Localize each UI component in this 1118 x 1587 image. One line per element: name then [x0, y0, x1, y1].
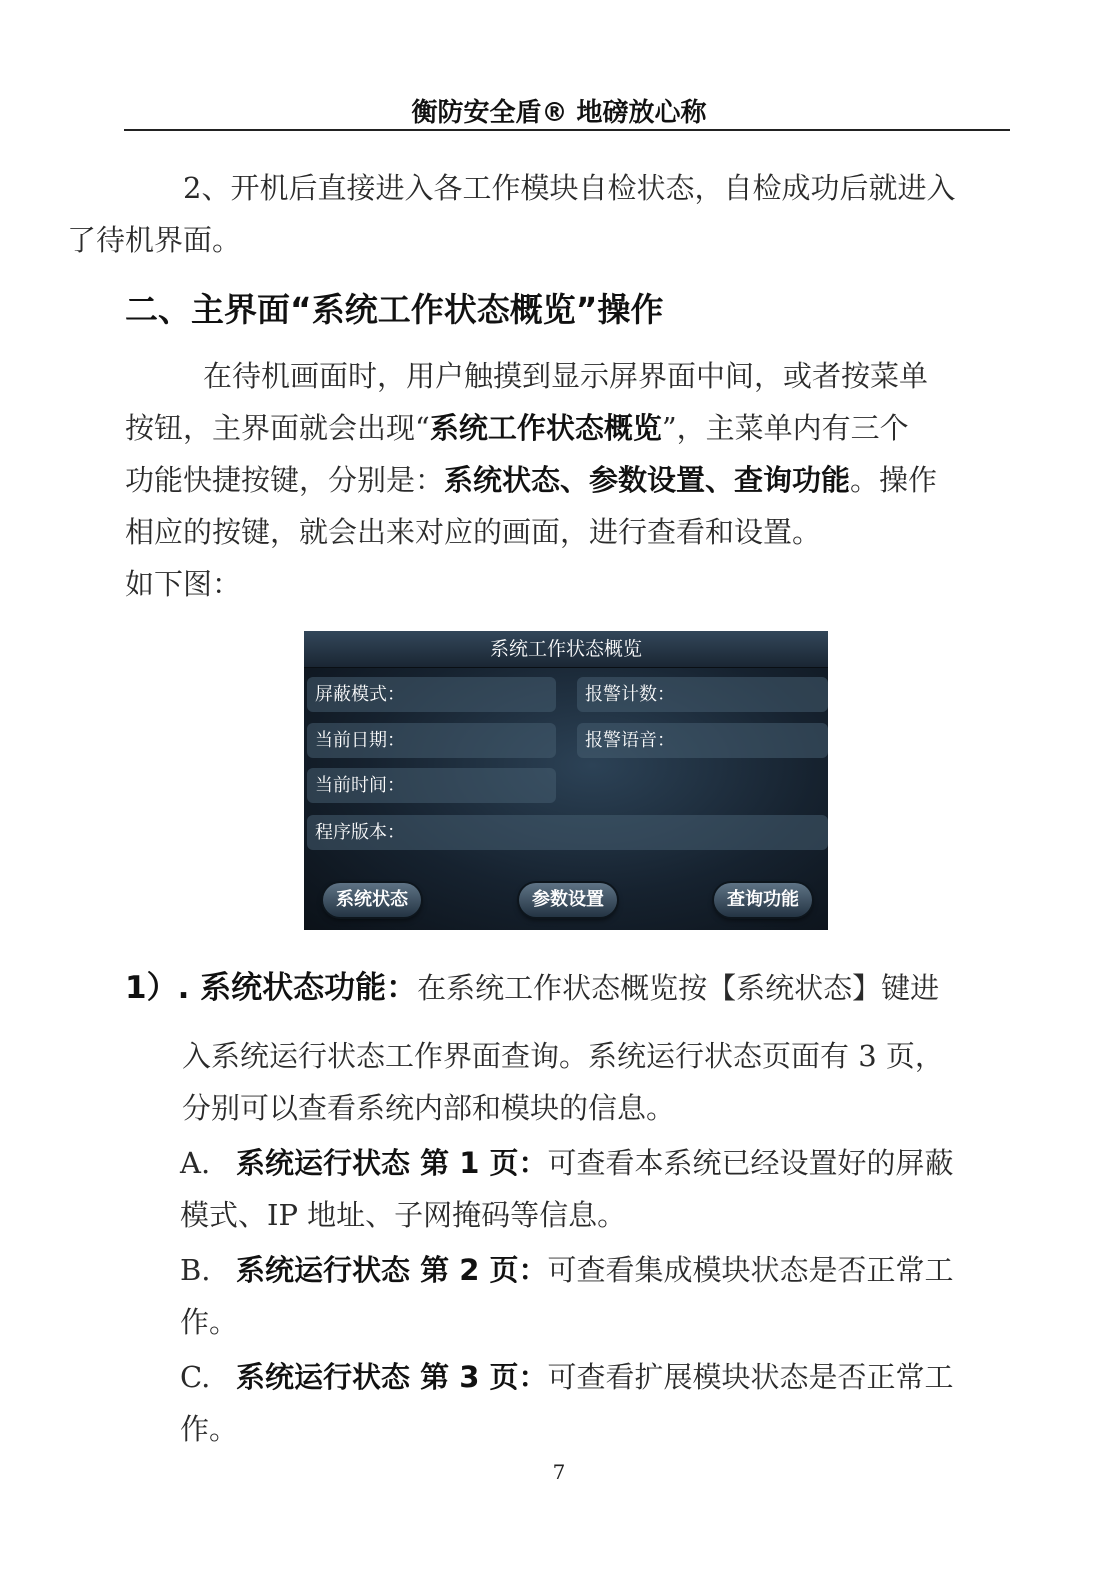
section1-label: 1）. 系统状态功能：	[125, 970, 418, 1006]
item-b-text: 可查看集成模块状态是否正常工	[547, 1253, 954, 1287]
current-time-field: 当前时间：	[307, 768, 556, 803]
item-a-text: 可查看本系统已经设置好的屏蔽	[547, 1146, 954, 1180]
device-title: 系统工作状态概览	[304, 631, 828, 668]
section1-line-3: 分别可以查看系统内部和模块的信息。	[182, 1091, 676, 1125]
item-a-line-1	[180, 1137, 1010, 1189]
main-line-5: 如下图：	[125, 567, 242, 601]
param-settings-button[interactable]: 参数设置	[519, 883, 617, 917]
header-title: 衡防安全盾® 地磅放心称	[411, 98, 707, 128]
main-line-3-a: 功能快捷按键，分别是：	[125, 463, 445, 497]
item-c	[180, 1351, 1010, 1455]
item-a-bold: 系统运行状态 第 1 页：	[236, 1146, 548, 1180]
section1-line-2: 入系统运行状态工作界面查询。系统运行状态页面有 3 页，	[182, 1039, 944, 1073]
intro-line-2: 了待机界面。	[67, 223, 242, 257]
main-line-2	[125, 402, 1009, 454]
main-paragraph	[125, 350, 1009, 610]
item-c-bold: 系统运行状态 第 3 页：	[236, 1360, 548, 1394]
main-line-3-c: 。操作	[850, 463, 938, 497]
item-c-line-2: 作。	[180, 1412, 239, 1446]
section-heading: 二、主界面“系统工作状态概览”操作	[125, 290, 664, 329]
page-number: 7	[552, 1460, 566, 1484]
program-version-field: 程序版本：	[307, 815, 828, 850]
query-button[interactable]: 查询功能	[714, 883, 812, 917]
item-b-line-2: 作。	[180, 1305, 239, 1339]
shield-mode-field: 屏蔽模式：	[307, 677, 556, 712]
item-c-line-1	[180, 1351, 1010, 1403]
main-line-2-c: ”，主菜单内有三个	[661, 411, 909, 445]
item-b	[180, 1244, 1010, 1348]
item-b-letter: B.	[180, 1253, 211, 1287]
intro-line-1: 2、开机后直接进入各工作模块自检状态，自检成功后就进入	[183, 171, 956, 205]
item-c-text: 可查看扩展模块状态是否正常工	[547, 1360, 954, 1394]
alarm-count-field: 报警计数：	[577, 677, 828, 712]
device-screenshot	[304, 631, 828, 930]
item-b-bold: 系统运行状态 第 2 页：	[236, 1253, 548, 1287]
section1-body	[182, 1030, 1012, 1134]
main-line-3-bold: 系统状态、参数设置、查询功能	[444, 463, 851, 497]
item-a-line-2: 模式、IP 地址、子网掩码等信息。	[180, 1198, 627, 1232]
main-line-2-a: 按钮，主界面就会出现“	[125, 411, 430, 445]
section1-first-line	[125, 962, 1009, 1014]
main-line-1: 在待机画面时，用户触摸到显示屏界面中间，或者按菜单	[203, 359, 929, 393]
alarm-voice-field: 报警语音：	[577, 723, 828, 758]
current-date-field: 当前日期：	[307, 723, 556, 758]
item-c-letter: C.	[180, 1360, 211, 1394]
main-line-3	[125, 454, 1009, 506]
header-divider	[124, 129, 1010, 131]
item-a	[180, 1137, 1010, 1241]
system-status-button[interactable]: 系统状态	[323, 883, 421, 917]
section1-line-1: 在系统工作状态概览按【系统状态】键进	[417, 971, 940, 1005]
main-line-2-bold: 系统工作状态概览	[429, 411, 662, 445]
item-a-letter: A.	[180, 1146, 211, 1180]
item-b-line-1	[180, 1244, 1010, 1296]
main-line-4: 相应的按键，就会出来对应的画面，进行查看和设置。	[125, 515, 822, 549]
intro-paragraph	[67, 162, 1009, 266]
